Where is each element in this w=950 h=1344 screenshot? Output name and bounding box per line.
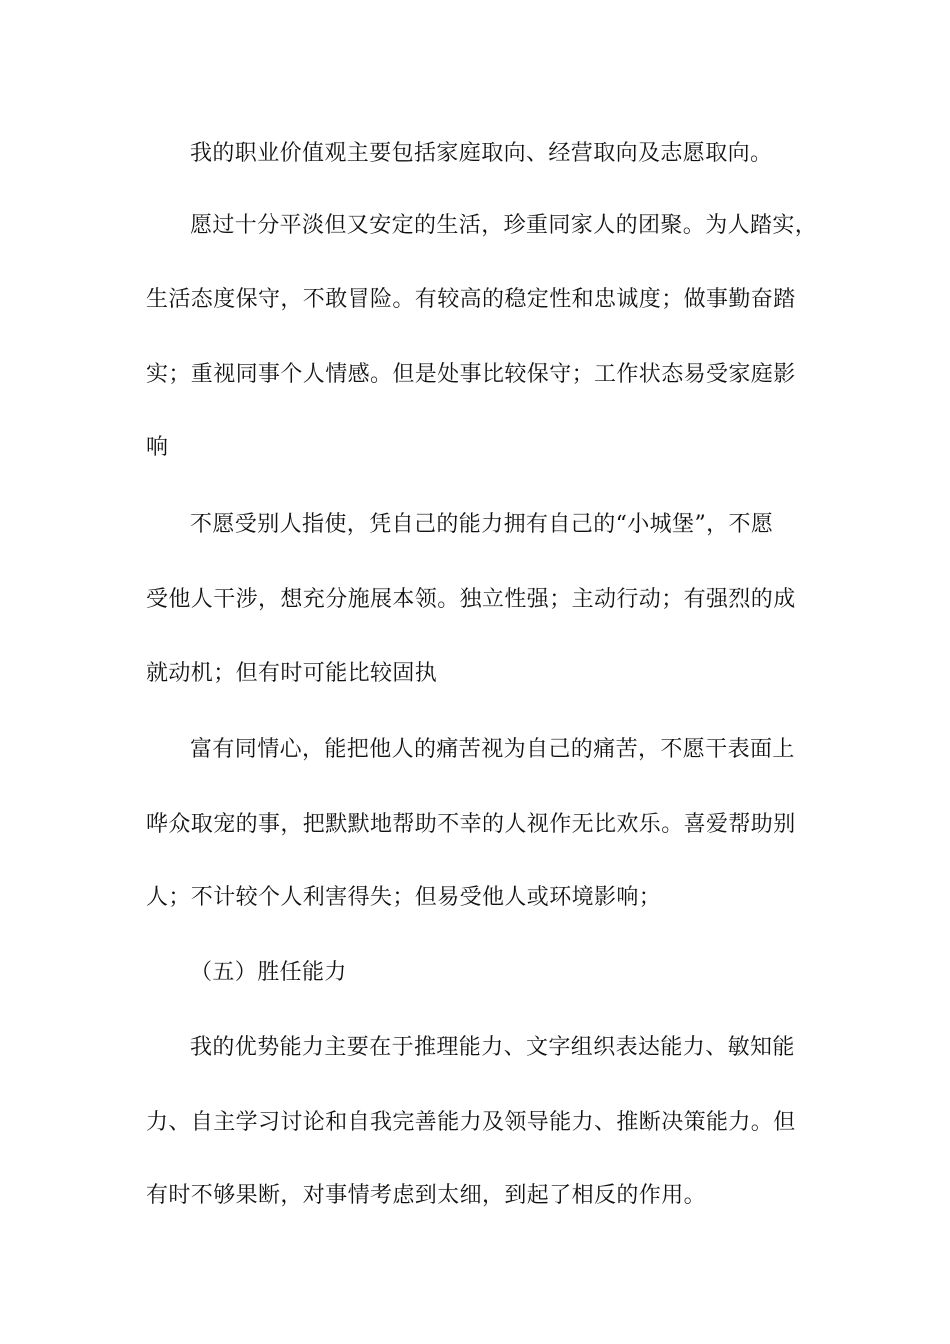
paragraph-business-line-1: 不愿受别人指使，凭自己的能力拥有自己的“小城堡”，不愿 (190, 512, 774, 537)
paragraph-business-line-2: 受他人干涉，想充分施展本领。独立性强；主动行动；有强烈的成 (146, 587, 796, 612)
paragraph-business-line-3: 就动机；但有时可能比较固执 (146, 661, 438, 686)
paragraph-volunteer-line-2: 哗众取宠的事，把默默地帮助不幸的人视作无比欢乐。喜爱帮助别 (146, 812, 796, 837)
paragraph-volunteer-line-1: 富有同情心，能把他人的痛苦视为自己的痛苦，不愿干表面上 (190, 737, 795, 762)
paragraph-ability-line-1: 我的优势能力主要在于推理能力、文字组织表达能力、敏知能 (190, 1035, 795, 1060)
paragraph-values-line-1: 我的职业价值观主要包括家庭取向、经营取向及志愿取向。 (190, 141, 773, 166)
paragraph-family-line-2: 生活态度保守，不敢冒险。有较高的稳定性和忠诚度；做事勤奋踏 (146, 287, 796, 312)
paragraph-family-line-4: 响 (146, 435, 169, 460)
paragraph-family-line-3: 实；重视同事个人情感。但是处事比较保守；工作状态易受家庭影 (146, 362, 796, 387)
paragraph-family-line-1: 愿过十分平淡但又安定的生活，珍重同家人的团聚。为人踏实， (190, 213, 818, 238)
paragraph-volunteer-line-3: 人；不计较个人利害得失；但易受他人或环境影响； (146, 885, 662, 910)
paragraph-ability-line-2: 力、自主学习讨论和自我完善能力及领导能力、推断决策能力。但 (146, 1110, 796, 1135)
section-heading-competence: （五）胜任能力 (190, 960, 347, 985)
paragraph-ability-line-3: 有时不够果断，对事情考虑到太细，到起了相反的作用。 (146, 1183, 707, 1208)
